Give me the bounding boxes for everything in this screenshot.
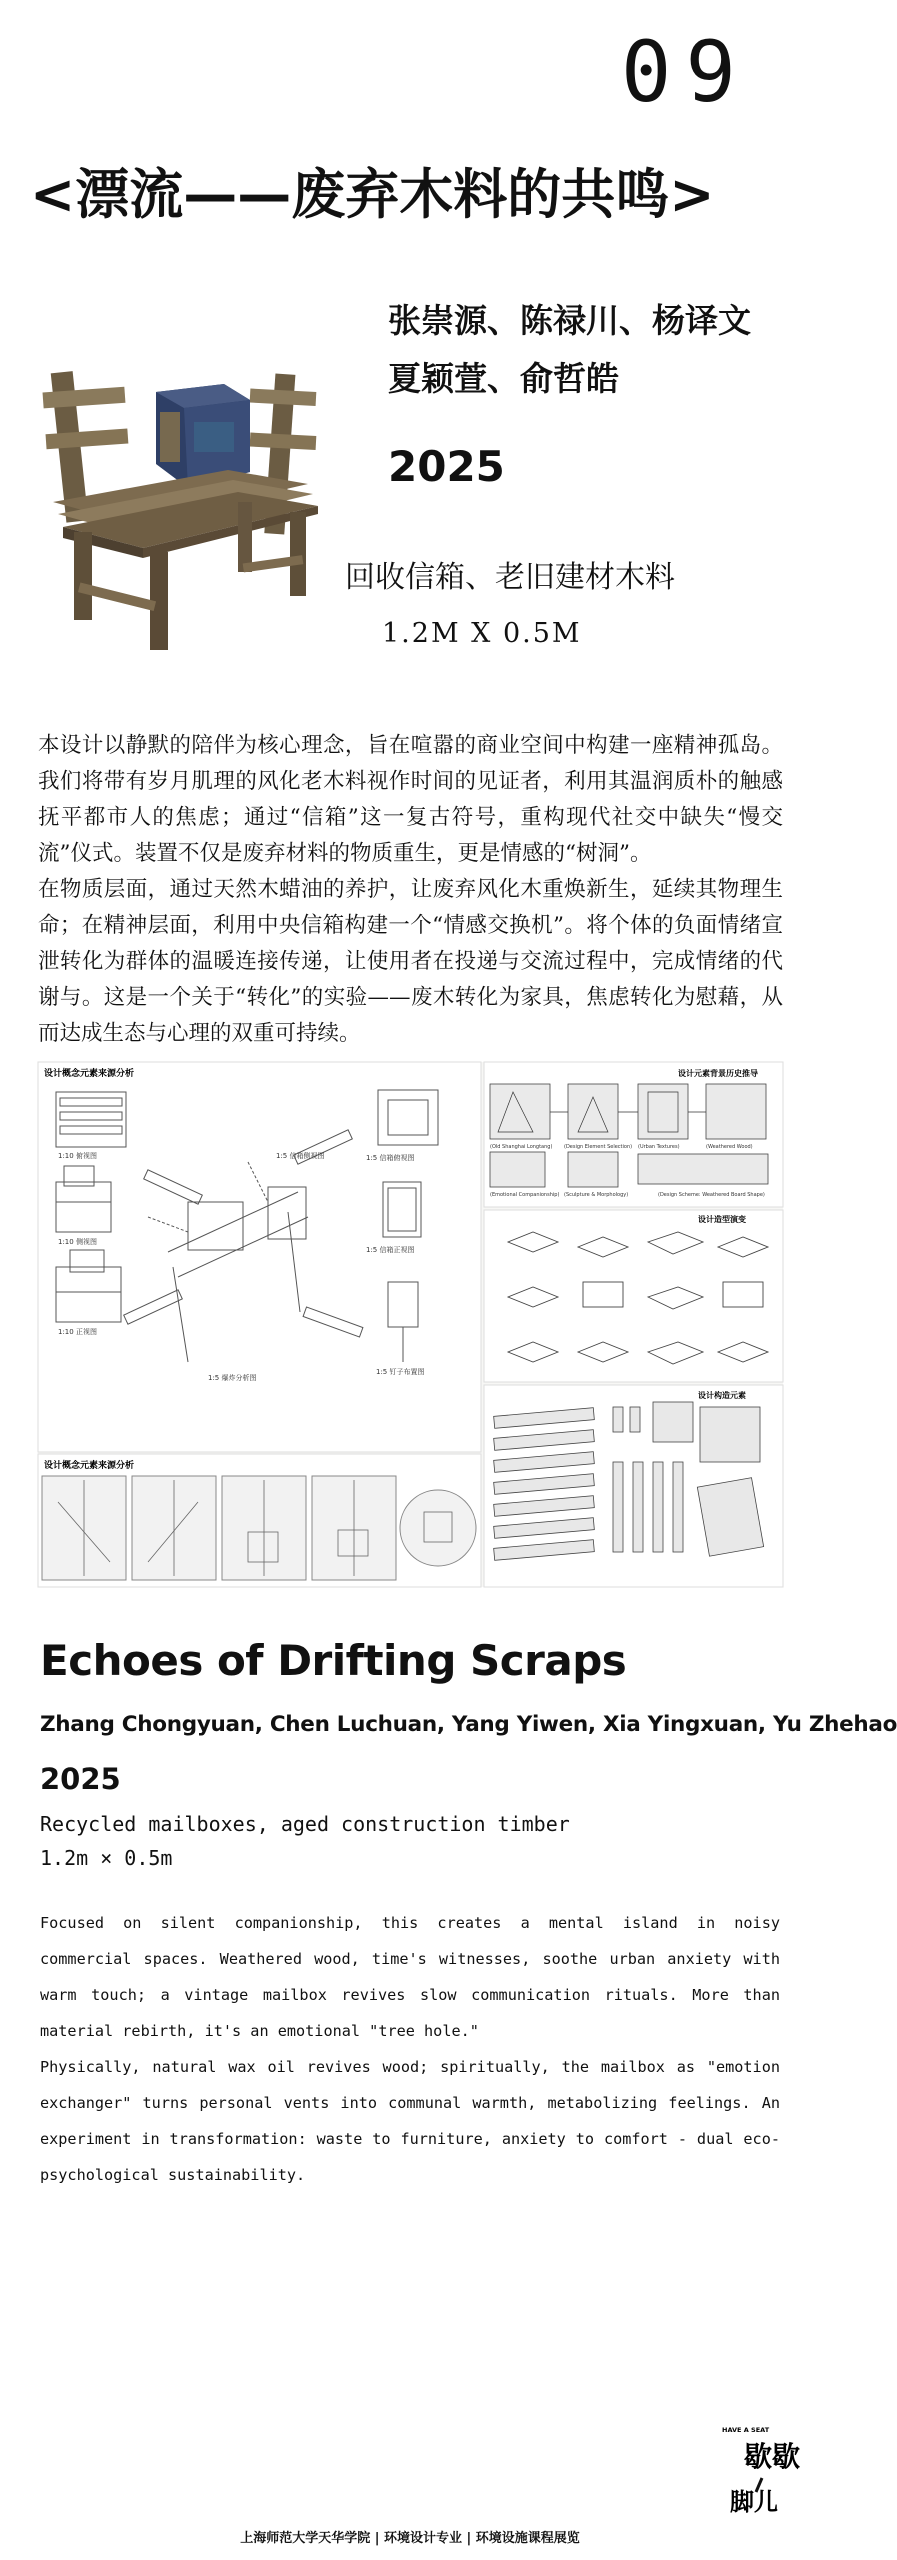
english-dimensions: 1.2m × 0.5m bbox=[40, 1846, 173, 1870]
english-year: 2025 bbox=[40, 1762, 121, 1796]
concept-sketches-panel bbox=[38, 1454, 481, 1587]
technical-drawings-panel bbox=[38, 1062, 481, 1452]
chinese-paragraph: 本设计以静默的陪伴为核心理念，旨在喧嚣的商业空间中构建一座精神孤岛。我们将带有岁月肌理的风化老木料视作时间的见证者，利用其温润质朴的触感抚平都市人的焦虑；通过“信箱”这一复古符号，重构现代社交中缺失“慢交流”仪式。装置不仅是废弃材料的物质重生，更是情感的“树洞”。 bbox=[38, 733, 783, 866]
english-paragraph: Physically, natural wax oil revives wood; spiritually, the mailbox as "emotion exchanger" turns personal vents into communal warmth, metabolizing feelings. An experiment in transformation: waste to furniture, anxiety to comfort - dual eco-psychological sustainability. bbox=[40, 2058, 780, 2184]
form-evolution-panel bbox=[484, 1210, 783, 1382]
chinese-paragraph: 在物质层面，通过天然木蜡油的养护，让废弃风化木重焕新生，延续其物理生命；在精神层面，利用中央信箱构建一个“情感交换机”。将个体的负面情绪宣泄转化为群体的温暖连接传递，让使用者在投递与交流过程中，完成情绪的代谢与。这是一个关于“转化”的实验——废木转化为家具，焦虑转化为慰藉，从而达成生态与心理的双重可持续。 bbox=[38, 877, 783, 1046]
bench-with-mailbox-illustration bbox=[38, 352, 338, 662]
svg-text:(Emotional Companionship): (Emotional Companionship) bbox=[490, 1192, 560, 1198]
design-drawings-board bbox=[38, 1062, 783, 1587]
english-description bbox=[40, 1905, 780, 2193]
svg-text:HAVE A SEAT: HAVE A SEAT bbox=[722, 2426, 770, 2434]
chinese-authors-line1: 张崇源、陈禄川、杨译文 bbox=[388, 301, 751, 340]
chinese-dimensions: 1.2M X 0.5M bbox=[382, 618, 582, 649]
product-render-image bbox=[38, 352, 338, 662]
svg-text:脚儿: 脚儿 bbox=[730, 2488, 778, 2516]
svg-text:1:10 正视图: 1:10 正视图 bbox=[58, 1328, 97, 1336]
chinese-title: <漂流——废弃木料的共鸣> bbox=[30, 163, 715, 226]
chinese-materials: 回收信箱、老旧建材木料 bbox=[345, 560, 675, 595]
panel-title: 设计概念元素来源分析 bbox=[44, 1069, 135, 1079]
svg-text:(Urban Textures): (Urban Textures) bbox=[638, 1144, 680, 1150]
svg-text:设计元素背景历史推导: 设计元素背景历史推导 bbox=[678, 1069, 758, 1078]
chinese-authors bbox=[388, 292, 751, 408]
svg-text:(Weathered Wood): (Weathered Wood) bbox=[706, 1144, 753, 1150]
english-paragraph: Focused on silent companionship, this creates a mental island in noisy commercial spaces. Weathered wood, time's witnesses, soothe urban anxiety with warm touch; a vintage mailbox revives slow communication rituals. More than material rebirth, it's an emotional "tree hole." bbox=[40, 1914, 780, 2040]
svg-text:1:5 信箱侧视图: 1:5 信箱侧视图 bbox=[276, 1152, 325, 1160]
english-materials: Recycled mailboxes, aged construction timber bbox=[40, 1812, 570, 1836]
construction-elements-panel bbox=[484, 1385, 783, 1587]
history-derivation-panel bbox=[484, 1062, 783, 1207]
svg-text:(Sculpture & Morphology): (Sculpture & Morphology) bbox=[564, 1192, 629, 1198]
svg-text:(Old Shanghai Longtang): (Old Shanghai Longtang) bbox=[490, 1144, 553, 1150]
english-authors: Zhang Chongyuan, Chen Luchuan, Yang Yiwen, Xia Yingxuan, Yu Zhehao bbox=[40, 1712, 897, 1737]
svg-text:1:10 俯视图: 1:10 俯视图 bbox=[58, 1152, 97, 1160]
page-number: 09 bbox=[620, 23, 750, 121]
chinese-year: 2025 bbox=[388, 442, 505, 491]
svg-text:1:5 信箱俯视图: 1:5 信箱俯视图 bbox=[366, 1154, 415, 1162]
chinese-description bbox=[38, 728, 783, 1052]
svg-text:(Design Element Selection): (Design Element Selection) bbox=[564, 1144, 633, 1150]
svg-text:设计造型演变: 设计造型演变 bbox=[698, 1215, 746, 1224]
chinese-authors-line2: 夏颖萱、俞哲皓 bbox=[388, 359, 619, 398]
svg-text:歇歇: 歇歇 bbox=[744, 2440, 801, 2473]
svg-text:1:5 钉子布置图: 1:5 钉子布置图 bbox=[376, 1368, 425, 1376]
english-title: Echoes of Drifting Scraps bbox=[40, 1636, 627, 1685]
svg-text:1:5 信箱正视图: 1:5 信箱正视图 bbox=[366, 1246, 415, 1254]
svg-text:1:10 侧视图: 1:10 侧视图 bbox=[58, 1238, 97, 1246]
have-a-seat-logo bbox=[722, 2420, 801, 2520]
svg-text:设计概念元素来源分析: 设计概念元素来源分析 bbox=[44, 1461, 135, 1471]
svg-text:设计构造元素: 设计构造元素 bbox=[698, 1391, 746, 1400]
svg-text:(Design Scheme: Weathered Boar: (Design Scheme: Weathered Board Shape) bbox=[658, 1192, 765, 1198]
footer-credit: 上海师范大学天华学院 | 环境设计专业 | 环境设施课程展览 bbox=[240, 2531, 580, 2546]
svg-text:1:5 爆炸分析图: 1:5 爆炸分析图 bbox=[208, 1374, 257, 1382]
